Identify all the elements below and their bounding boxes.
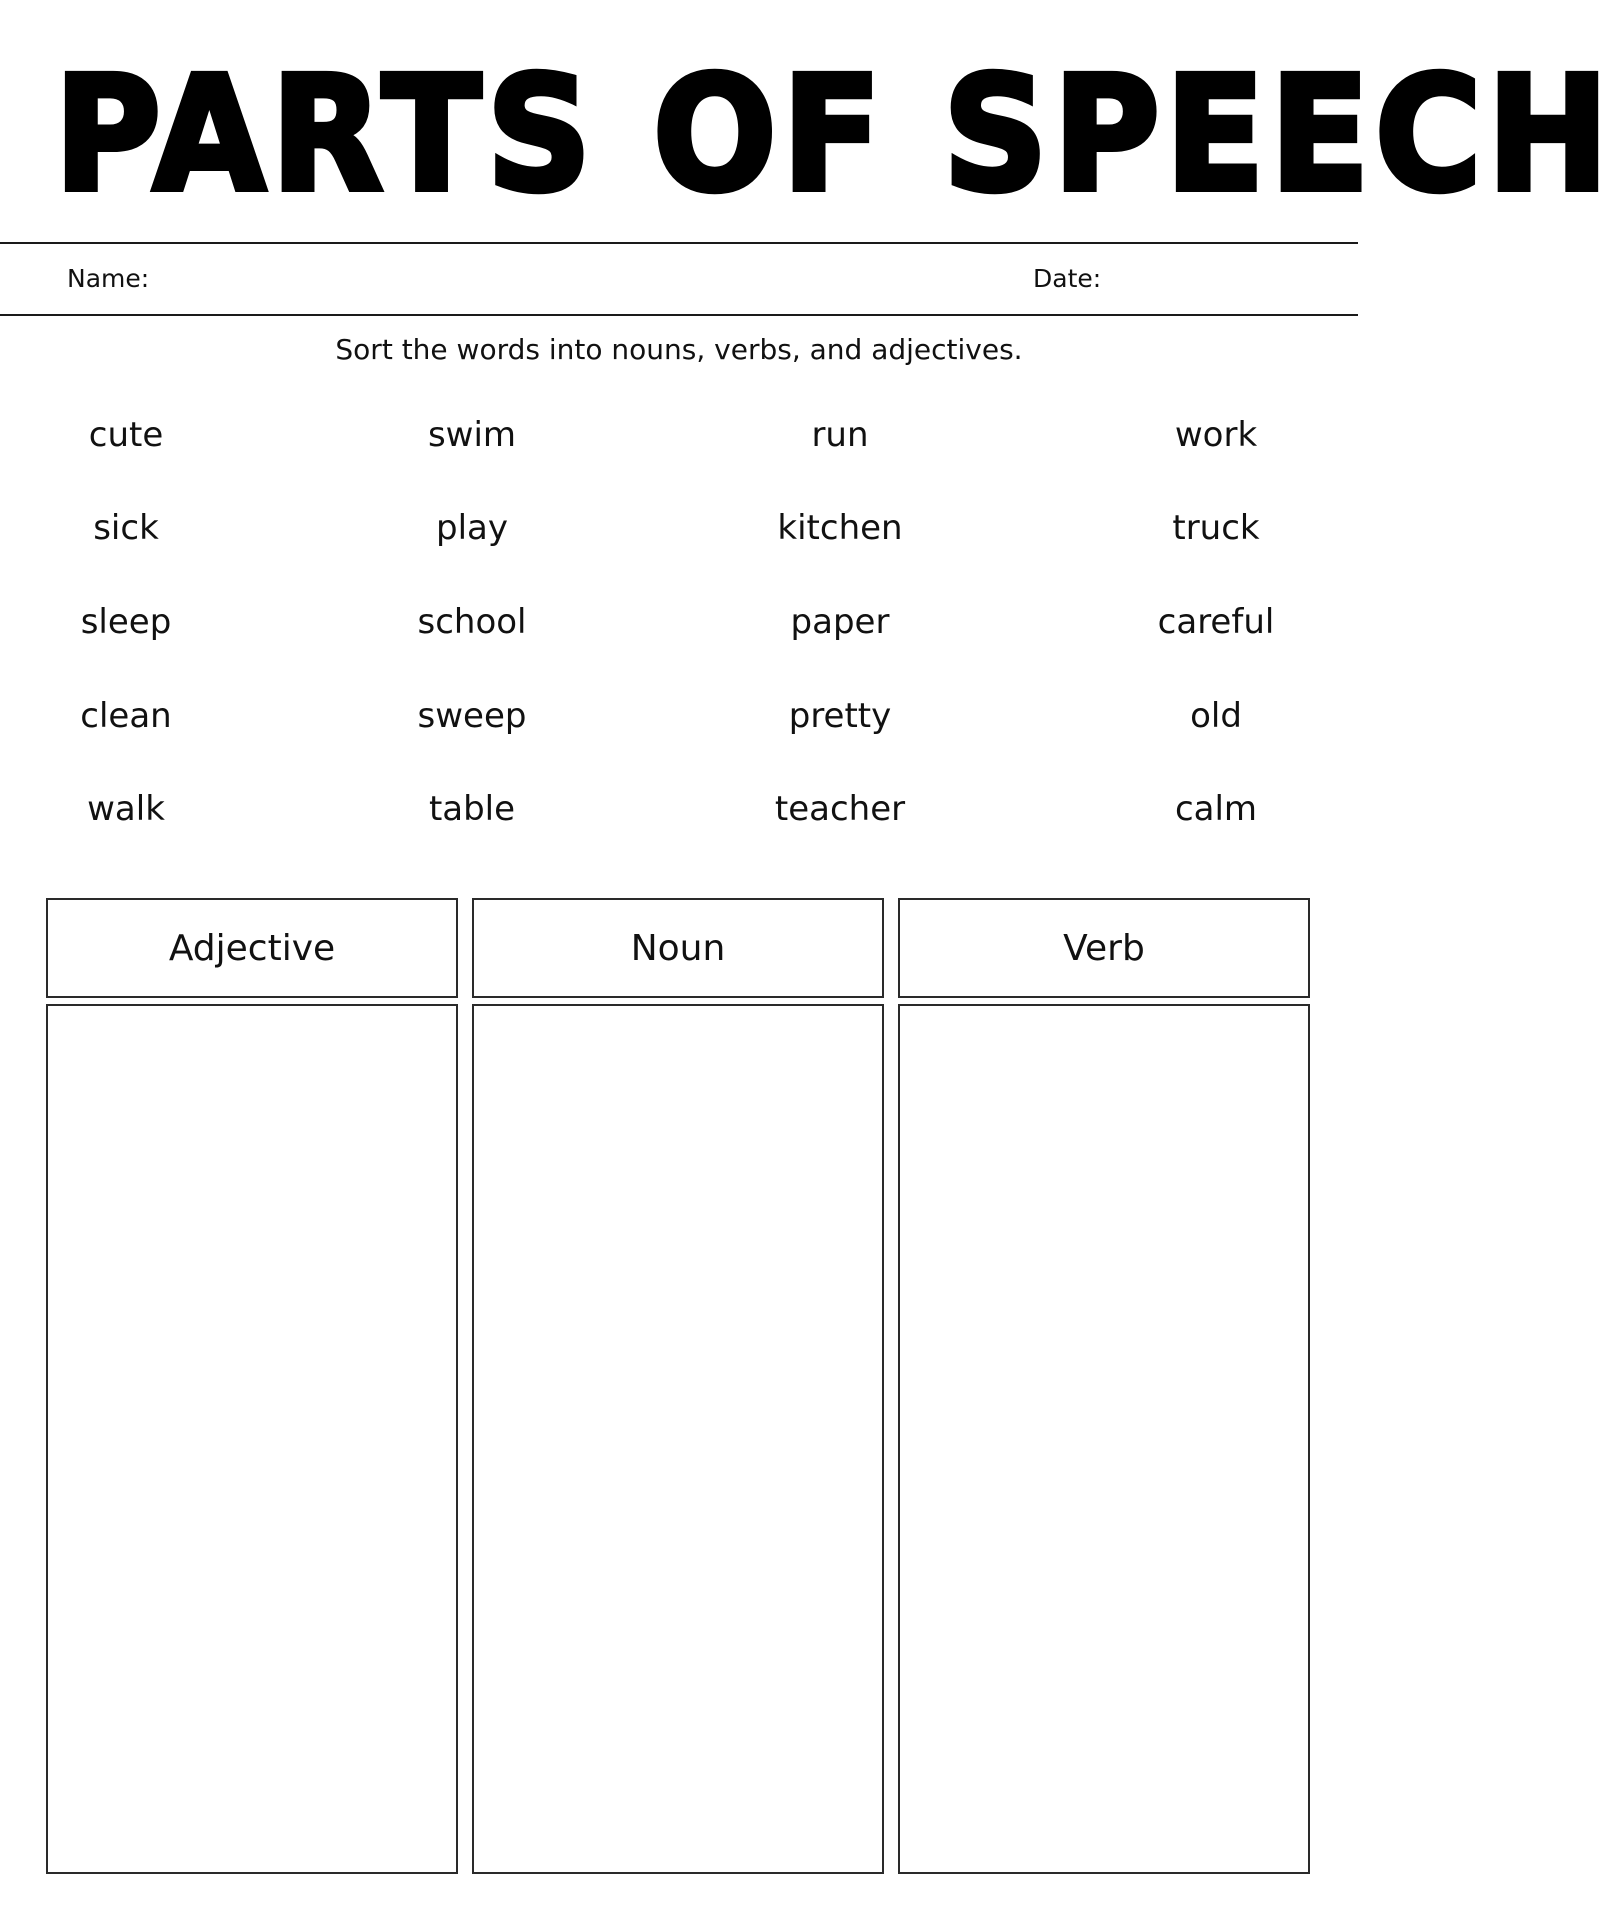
adjective-answer-box <box>46 1004 458 1874</box>
word: sweep <box>417 696 527 736</box>
word: pretty <box>788 696 892 736</box>
word: school <box>417 602 527 642</box>
word: walk <box>87 789 165 829</box>
word: play <box>436 508 508 548</box>
word-row <box>0 503 1358 553</box>
name-date-bottom-rule <box>0 314 1358 316</box>
verb-answer-box <box>898 1004 1310 1874</box>
word-row <box>0 784 1358 834</box>
word: run <box>811 415 869 455</box>
word: calm <box>1174 789 1258 829</box>
word-row <box>0 597 1358 647</box>
word: swim <box>427 415 517 455</box>
word: careful <box>1157 602 1275 642</box>
adjective-header: Adjective <box>46 898 458 998</box>
noun-column <box>472 898 884 1874</box>
word-bank <box>0 410 1358 880</box>
instructions: Sort the words into nouns, verbs, and adjectives. <box>335 333 1023 366</box>
verb-column <box>898 898 1310 1874</box>
noun-answer-box <box>472 1004 884 1874</box>
word: paper <box>790 602 890 642</box>
word: table <box>428 789 516 829</box>
date-label: Date: <box>1033 264 1102 293</box>
word: sick <box>93 508 159 548</box>
word: teacher <box>774 789 906 829</box>
word: old <box>1190 696 1242 736</box>
word: sleep <box>80 602 172 642</box>
word: clean <box>80 696 172 736</box>
word-row <box>0 691 1358 741</box>
word-row <box>0 410 1358 460</box>
noun-header: Noun <box>472 898 884 998</box>
name-date-top-rule <box>0 242 1358 244</box>
verb-header: Verb <box>898 898 1310 998</box>
adjective-column <box>46 898 458 1874</box>
sorting-table <box>46 898 1312 1874</box>
word: work <box>1174 415 1258 455</box>
worksheet-title: PARTS OF SPEECH <box>54 43 1614 227</box>
word: truck <box>1172 508 1260 548</box>
name-label: Name: <box>67 264 150 293</box>
word: kitchen <box>777 508 903 548</box>
word: cute <box>88 415 164 455</box>
